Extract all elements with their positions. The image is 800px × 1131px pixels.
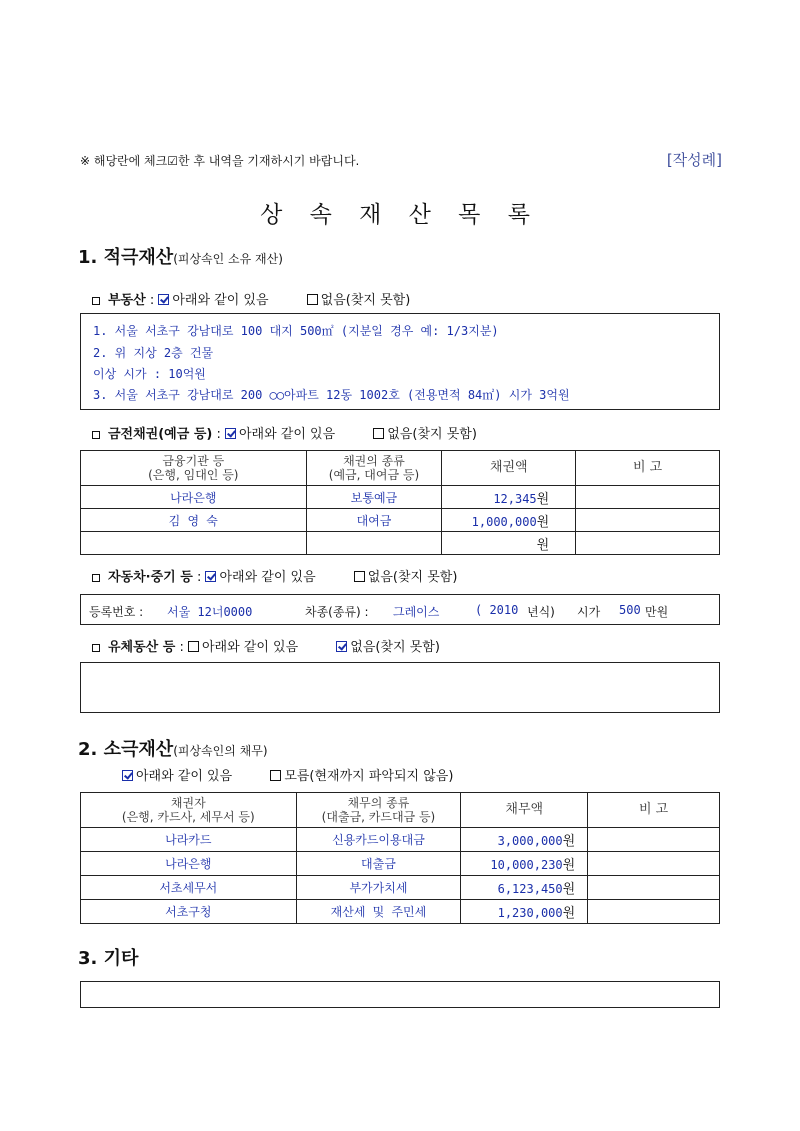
debt-creditor-cell[interactable]: 나라카드 — [81, 828, 297, 852]
vehicle-reg-label: 등록번호 : — [89, 605, 144, 619]
notice-text: ※ 해당란에 체크☑한 후 내역을 기재하시기 바랍니다. — [80, 154, 360, 168]
table-row — [81, 486, 720, 509]
square-bullet-icon — [92, 574, 100, 582]
debt-kind-cell[interactable]: 재산세 및 주민세 — [296, 900, 461, 924]
section-1-title: 1. 적극재산 — [78, 247, 174, 268]
debt-note-cell[interactable] — [588, 876, 720, 900]
checkbox-empty-icon[interactable] — [307, 294, 318, 305]
other-detail-box[interactable] — [80, 981, 720, 1008]
vehicle-price-value: 500 — [619, 603, 641, 617]
debt-amount-cell[interactable]: 1,230,000원 — [461, 900, 588, 924]
debt-note-cell[interactable] — [588, 828, 720, 852]
vehicle-reg-value: 서울 12너0000 — [167, 605, 253, 619]
vehicle-type-value: 그레이스 — [393, 605, 440, 619]
checkbox-checked-icon[interactable] — [122, 770, 133, 781]
section-3-heading: 3. 기타 — [78, 948, 139, 969]
table-row — [81, 828, 720, 852]
sample-label: [작성례] — [666, 151, 722, 169]
realestate-line: 1. 서울 서초구 강남대로 100 대지 500㎡ (지분일 경우 예: 1/3지분) — [93, 324, 499, 338]
debt-kind-cell[interactable]: 대출금 — [296, 852, 461, 876]
vehicle-year-value: ( 2010 — [475, 603, 519, 617]
realestate-yes-option[interactable]: 아래와 같이 있음 — [158, 289, 268, 308]
finance-institution-cell[interactable] — [81, 532, 307, 555]
finance-header-amount: 채권액 — [442, 451, 576, 486]
finance-amount-cell[interactable]: 12,345원 — [442, 486, 576, 509]
checkbox-checked-icon[interactable] — [225, 428, 236, 439]
checkbox-checked-icon[interactable] — [158, 294, 169, 305]
debt-amount-cell[interactable]: 10,000,230원 — [461, 852, 588, 876]
realestate-line: 3. 서울 서초구 강남대로 200 ◯◯아파트 12동 1002호 (전용면적 84㎡) 시가 3억원 — [93, 388, 570, 402]
checkbox-empty-icon[interactable] — [270, 770, 281, 781]
finance-institution-cell[interactable]: 김 영 숙 — [81, 509, 307, 532]
debt-unknown-option[interactable]: 모름(현재까지 파악되지 않음) — [270, 765, 453, 784]
vehicle-heading: 자동차·중기 등 : 아래와 같이 있음 없음(찾지 못함) — [92, 566, 457, 585]
finance-yes-option[interactable]: 아래와 같이 있음 — [225, 423, 335, 442]
debt-table — [80, 792, 720, 924]
finance-label: 금전채권(예금 등) — [108, 427, 213, 442]
debt-yes-option[interactable]: 아래와 같이 있음 — [122, 765, 232, 784]
realestate-label: 부동산 — [108, 293, 146, 308]
vehicle-detail-box — [80, 594, 720, 625]
table-row — [81, 876, 720, 900]
debt-creditor-cell[interactable]: 서초구청 — [81, 900, 297, 924]
vehicle-yes-option[interactable]: 아래와 같이 있음 — [205, 566, 315, 585]
table-row — [81, 509, 720, 532]
finance-kind-cell[interactable]: 보통예금 — [306, 486, 442, 509]
finance-kind-cell[interactable] — [306, 532, 442, 555]
debt-header-kind: 채무의 종류 (대출금, 카드대금 등) — [296, 793, 461, 828]
movable-no-option[interactable]: 없음(찾지 못함) — [336, 636, 440, 655]
movable-heading: 유체동산 등 : 아래와 같이 있음 없음(찾지 못함) — [92, 636, 440, 655]
finance-heading: 금전채권(예금 등) : 아래와 같이 있음 없음(찾지 못함) — [92, 423, 477, 442]
finance-kind-cell[interactable]: 대여금 — [306, 509, 442, 532]
square-bullet-icon — [92, 297, 100, 305]
debt-note-cell[interactable] — [588, 852, 720, 876]
debt-amount-cell[interactable]: 6,123,450원 — [461, 876, 588, 900]
realestate-line: 이상 시가 : 10억원 — [93, 367, 206, 381]
checkbox-empty-icon[interactable] — [354, 571, 365, 582]
checkbox-checked-icon[interactable] — [205, 571, 216, 582]
debt-header-amount: 채무액 — [461, 793, 588, 828]
section-2-heading — [78, 735, 268, 761]
debt-header-note: 비 고 — [588, 793, 720, 828]
section-2-title: 2. 소극재산 — [78, 739, 174, 760]
debt-kind-cell[interactable]: 신용카드이용대금 — [296, 828, 461, 852]
table-row — [81, 532, 720, 555]
finance-note-cell[interactable] — [576, 486, 720, 509]
realestate-line: 2. 위 지상 2층 건물 — [93, 346, 214, 360]
finance-table — [80, 450, 720, 555]
section-1-subtitle: (피상속인 소유 재산) — [173, 252, 283, 266]
vehicle-year-label: 년식) — [527, 605, 555, 619]
vehicle-price-unit: 만원 — [645, 605, 669, 619]
finance-note-cell[interactable] — [576, 532, 720, 555]
square-bullet-icon — [92, 431, 100, 439]
finance-header-institution: 금융기관 등 (은행, 임대인 등) — [81, 451, 307, 486]
checkbox-empty-icon[interactable] — [373, 428, 384, 439]
finance-no-option[interactable]: 없음(찾지 못함) — [373, 423, 477, 442]
movable-detail-box[interactable] — [80, 662, 720, 713]
vehicle-no-option[interactable]: 없음(찾지 못함) — [354, 566, 458, 585]
realestate-no-option[interactable]: 없음(찾지 못함) — [307, 289, 411, 308]
debt-note-cell[interactable] — [588, 900, 720, 924]
vehicle-type-label: 차종(종류) : — [305, 605, 369, 619]
finance-header-kind: 채권의 종류 (예금, 대여금 등) — [306, 451, 442, 486]
movable-label: 유체동산 등 — [108, 640, 176, 655]
page-title: 상 속 재 산 목 록 — [260, 202, 540, 228]
finance-amount-cell[interactable]: 1,000,000원 — [442, 509, 576, 532]
debt-options — [122, 765, 453, 784]
movable-yes-option[interactable]: 아래와 같이 있음 — [188, 636, 298, 655]
finance-header-note: 비 고 — [576, 451, 720, 486]
section-1-heading — [78, 243, 283, 269]
realestate-heading: 부동산 : 아래와 같이 있음 없음(찾지 못함) — [92, 289, 410, 308]
vehicle-price-label: 시가 — [577, 605, 601, 619]
table-row — [81, 852, 720, 876]
checkbox-empty-icon[interactable] — [188, 641, 199, 652]
square-bullet-icon — [92, 644, 100, 652]
debt-kind-cell[interactable]: 부가가치세 — [296, 876, 461, 900]
finance-note-cell[interactable] — [576, 509, 720, 532]
debt-creditor-cell[interactable]: 서초세무서 — [81, 876, 297, 900]
realestate-detail-box — [80, 313, 720, 410]
debt-header-creditor: 채권자 (은행, 카드사, 세무서 등) — [81, 793, 297, 828]
checkbox-checked-icon[interactable] — [336, 641, 347, 652]
debt-amount-cell[interactable]: 3,000,000원 — [461, 828, 588, 852]
finance-amount-cell[interactable]: 원 — [442, 532, 576, 555]
finance-institution-cell[interactable]: 나라은행 — [81, 486, 307, 509]
table-row — [81, 900, 720, 924]
debt-creditor-cell[interactable]: 나라은행 — [81, 852, 297, 876]
section-2-subtitle: (피상속인의 채무) — [173, 744, 268, 758]
vehicle-label: 자동차·중기 등 — [108, 570, 193, 585]
